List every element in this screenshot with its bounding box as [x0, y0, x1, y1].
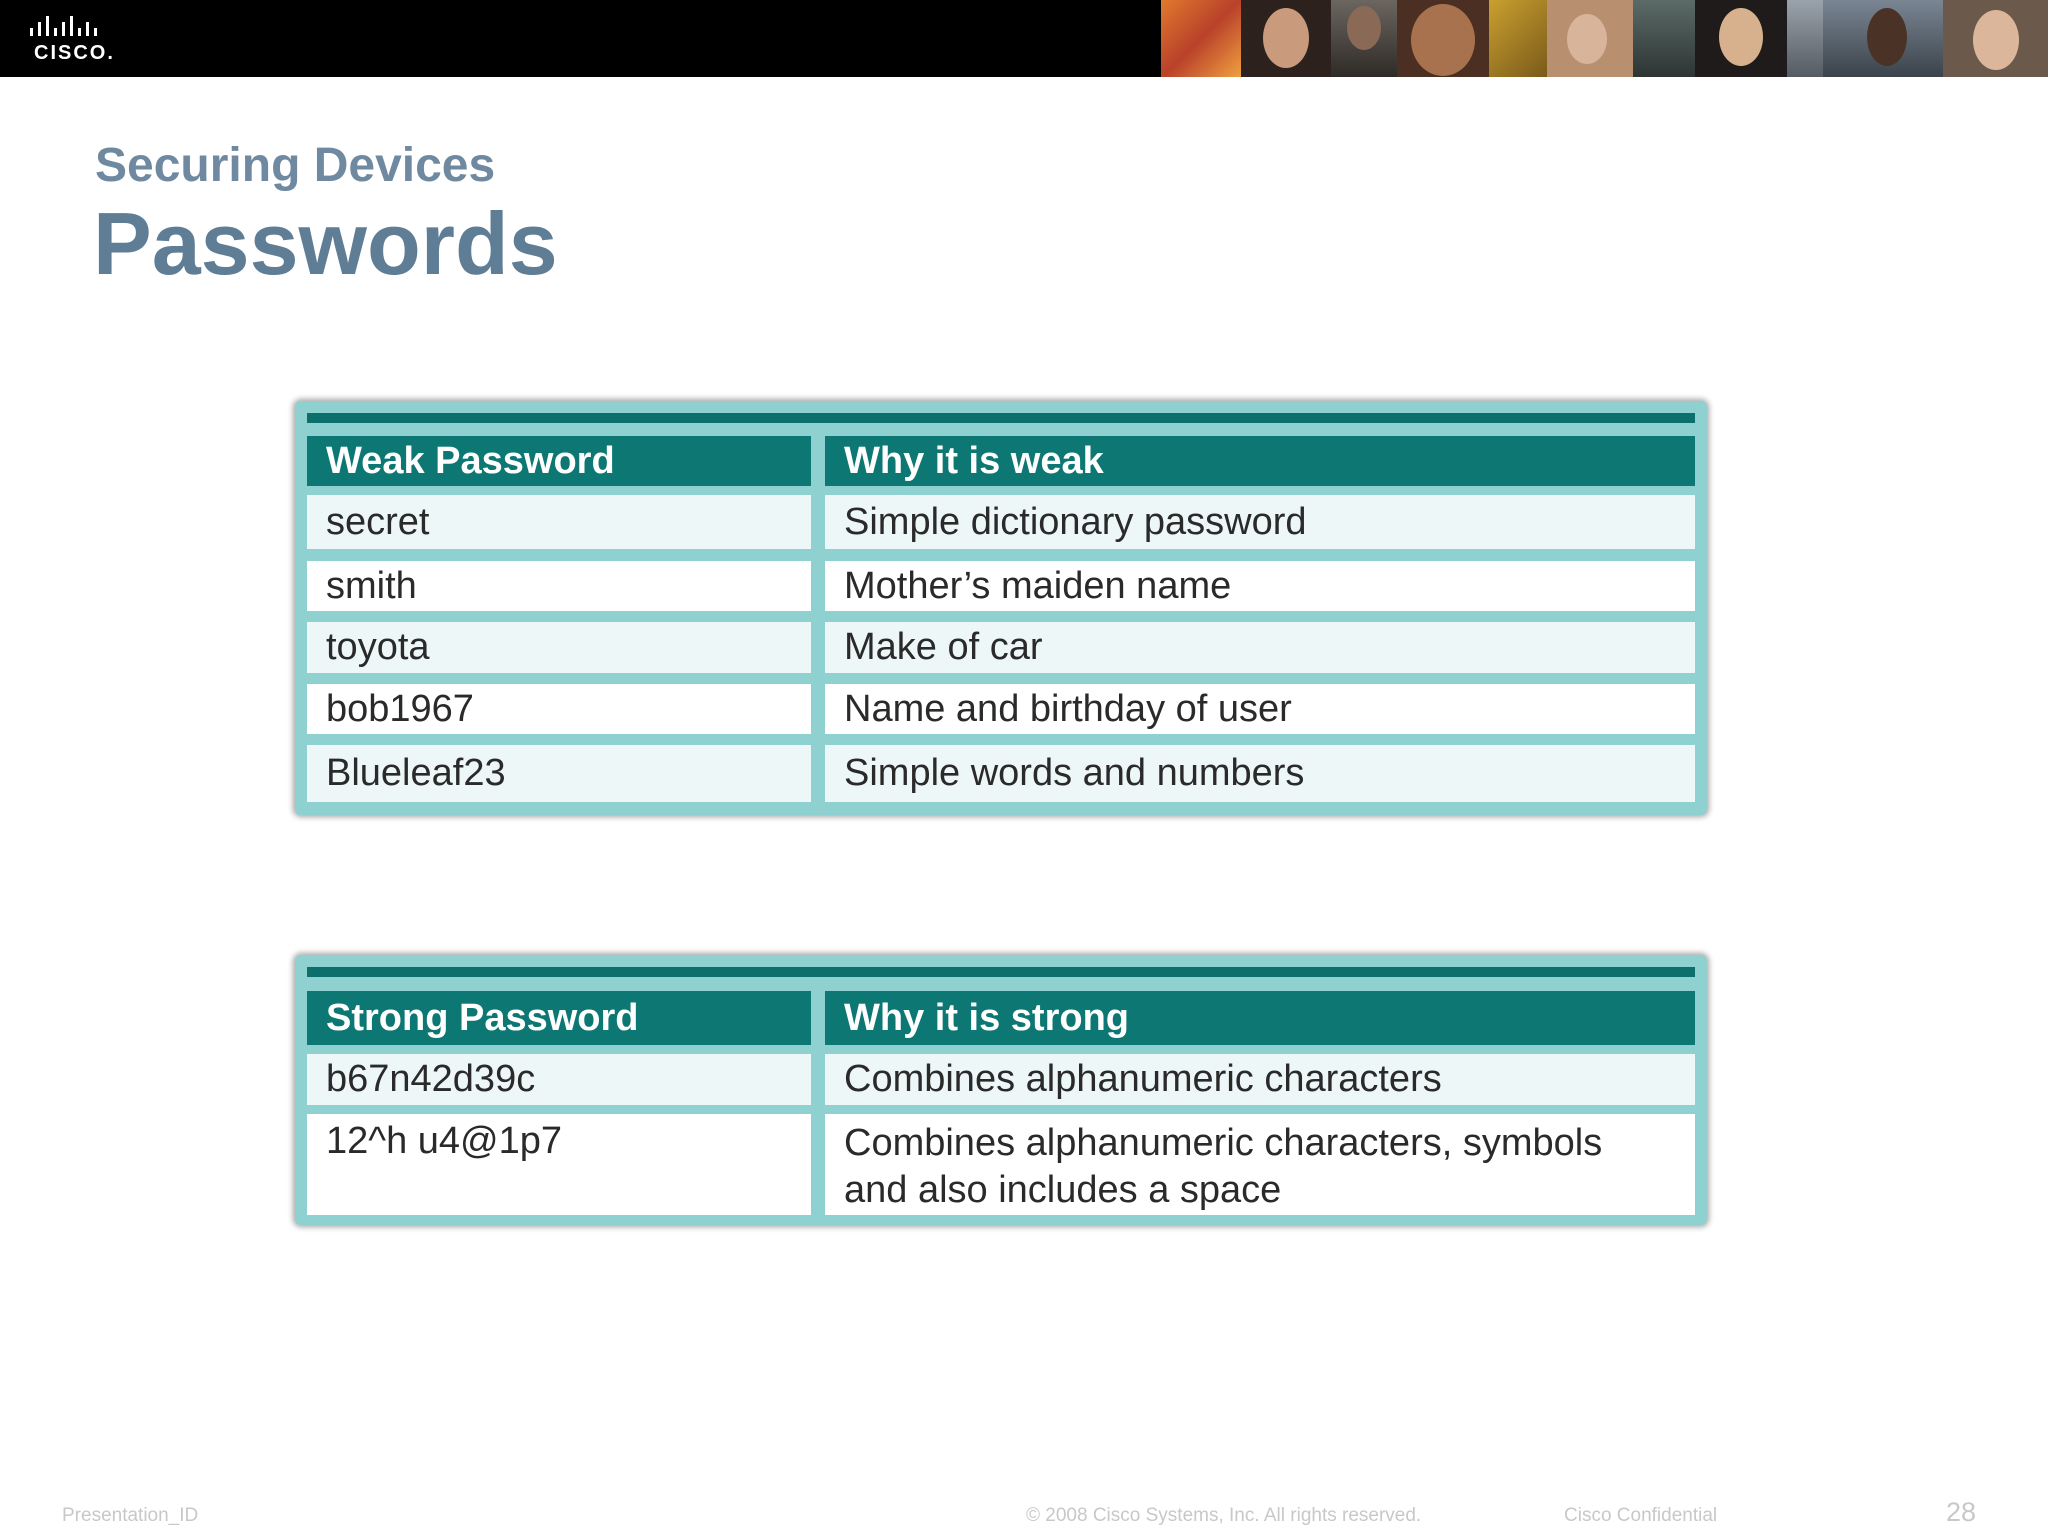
photo-tile: [1943, 0, 2048, 77]
table-top-rule: [307, 413, 1695, 423]
photo-tile: [1633, 0, 1695, 77]
photo-tile: [1397, 0, 1489, 77]
table-cell-password: secret: [307, 495, 811, 549]
strong-password-table: [295, 955, 1707, 1225]
footer-confidential: Cisco Confidential: [1564, 1505, 1718, 1526]
cisco-logo: [28, 12, 118, 66]
table-cell-password: smith: [307, 561, 811, 611]
table-cell-password: b67n42d39c: [307, 1054, 811, 1105]
table-cell-reason: Combines alphanumeric characters: [825, 1054, 1695, 1105]
table-header-strong-password: Strong Password: [307, 991, 811, 1045]
photo-tile: [1695, 0, 1787, 77]
table-cell-reason: Mother’s maiden name: [825, 561, 1695, 611]
page-number: 28: [1946, 1497, 1977, 1527]
footer-presentation-id: Presentation_ID: [62, 1505, 199, 1526]
table-cell-password: bob1967: [307, 684, 811, 734]
page-title: Passwords: [93, 194, 558, 293]
table-cell-reason: Simple words and numbers: [825, 745, 1695, 802]
photo-tile: [1331, 0, 1397, 77]
table-cell-password: toyota: [307, 622, 811, 673]
table-top-rule: [307, 967, 1695, 977]
photo-tile: [1241, 0, 1331, 77]
photo-tile: [1823, 0, 1943, 77]
table-header-weak-password: Weak Password: [307, 436, 811, 486]
weak-password-table: [295, 401, 1707, 815]
header-bar: [0, 0, 2048, 77]
cisco-wordmark: CISCO.: [34, 42, 115, 64]
table-header-why-weak: Why it is weak: [825, 436, 1695, 486]
photo-tile: [1489, 0, 1547, 77]
section-title: Securing Devices: [95, 139, 496, 192]
photo-strip: [1161, 0, 2048, 77]
table-cell-reason: Simple dictionary password: [825, 495, 1695, 549]
footer-copyright: © 2008 Cisco Systems, Inc. All rights reserved.: [1026, 1505, 1422, 1526]
table-cell-password: Blueleaf23: [307, 745, 811, 802]
cisco-bars-icon: [28, 16, 114, 44]
photo-tile: [1787, 0, 1823, 77]
table-cell-reason: Name and birthday of user: [825, 684, 1695, 734]
table-cell-password: 12^h u4@1p7: [307, 1114, 811, 1215]
table-cell-reason: Combines alphanumeric characters, symbols and also includes a space: [825, 1114, 1695, 1215]
photo-tile: [1547, 0, 1633, 77]
table-cell-reason: Make of car: [825, 622, 1695, 673]
photo-tile: [1161, 0, 1241, 77]
table-header-why-strong: Why it is strong: [825, 991, 1695, 1045]
